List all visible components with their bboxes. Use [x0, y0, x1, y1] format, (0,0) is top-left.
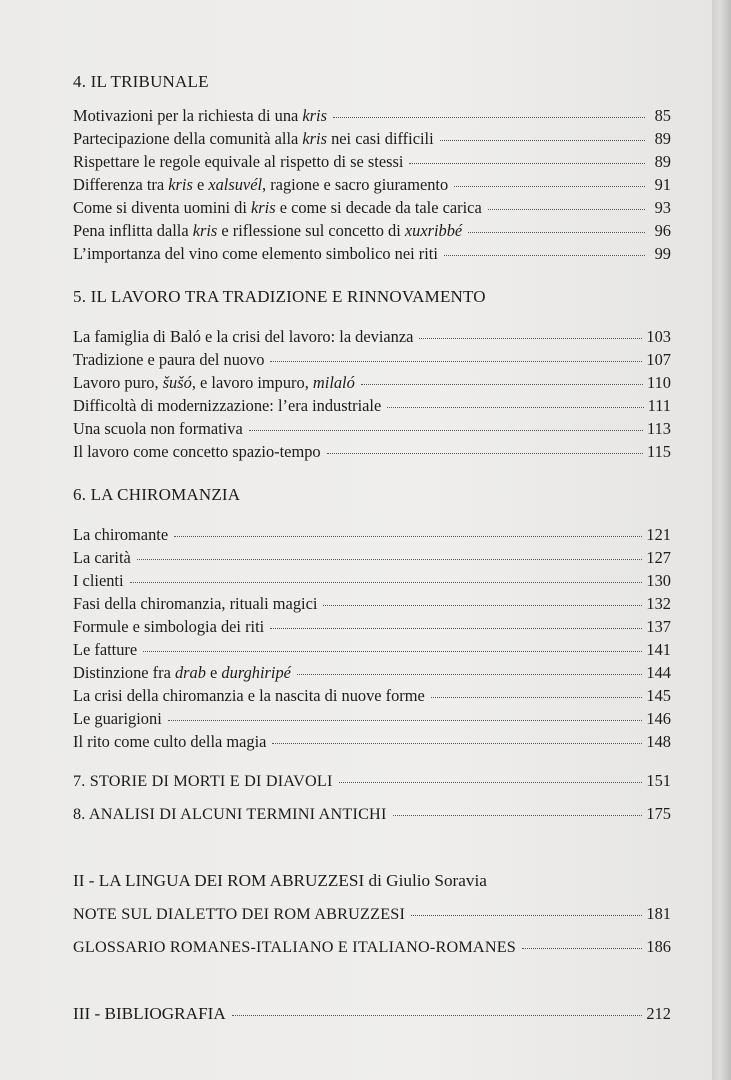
leader-dots — [440, 139, 645, 141]
entry-title: Lavoro puro, šušó, e lavoro impuro, milaló — [73, 373, 355, 392]
toc-entry — [73, 684, 671, 707]
section-entries — [73, 325, 671, 463]
entry-title: Rispettare le regole equivale al rispetto di se stessi — [73, 152, 404, 171]
page-number: 85 — [654, 106, 671, 125]
part-title-caps: II - LA LINGUA DEI ROM ABRUZZESI — [73, 871, 365, 890]
entry-title: Fasi della chiromanzia, rituali magici — [73, 594, 318, 613]
page-number: 175 — [646, 804, 671, 823]
page-number: 127 — [646, 548, 671, 567]
entry-title: I clienti — [73, 571, 124, 590]
page-number: 212 — [646, 1004, 671, 1023]
leader-dots — [270, 627, 642, 629]
page-number: 145 — [646, 686, 671, 705]
leader-dots — [137, 558, 643, 560]
toc-entry — [73, 417, 671, 440]
entry-title: Difficoltà di modernizzazione: l’era industriale — [73, 396, 382, 415]
leader-dots — [168, 719, 643, 721]
toc-entry — [73, 104, 671, 127]
entry-title: 7. STORIE DI MORTI E DI DIAVOLI — [73, 772, 333, 790]
toc-entry — [73, 150, 671, 173]
page-number: 151 — [646, 771, 671, 790]
leader-dots — [323, 604, 642, 606]
page-number: 103 — [646, 327, 671, 346]
entry-title: Le fatture — [73, 640, 138, 659]
section-title: 6. LA CHIROMANZIA — [73, 485, 241, 504]
entry-title: Formule e simbologia dei riti — [73, 617, 265, 636]
leader-dots — [143, 650, 642, 652]
leader-dots — [431, 696, 643, 698]
entry-title: Tradizione e paura del nuovo — [73, 350, 265, 369]
leader-dots — [333, 116, 645, 118]
leader-dots — [327, 452, 643, 454]
page-number: 93 — [654, 198, 671, 217]
entry-title: Distinzione fra drab e durghiripé — [73, 663, 291, 682]
entry-title: Differenza tra kris e xalsuvél, ragione e sacro giuramento — [73, 175, 449, 194]
page-number: 111 — [647, 396, 671, 415]
leader-dots — [419, 337, 642, 339]
page-number: 115 — [647, 442, 671, 461]
table-of-contents — [73, 70, 671, 1025]
entry-title: III - BIBLIOGRAFIA — [73, 1004, 226, 1023]
leader-dots — [468, 231, 645, 233]
entry-title: Come si diventa uomini di kris e come si decade da tale carica — [73, 198, 482, 217]
page-edge — [712, 0, 731, 1080]
page-number: 181 — [646, 904, 671, 923]
leader-dots — [232, 1014, 643, 1016]
entry-title: La carità — [73, 548, 131, 567]
page-number: 91 — [654, 175, 671, 194]
page-number: 113 — [647, 419, 671, 438]
toc-entry — [73, 348, 671, 371]
entry-title: Una scuola non formativa — [73, 419, 243, 438]
page-number: 144 — [646, 663, 671, 682]
toc-entry — [73, 707, 671, 730]
entry-title: La chiromante — [73, 525, 169, 544]
leader-dots — [393, 814, 643, 816]
leader-dots — [270, 360, 642, 362]
toc-entry — [73, 615, 671, 638]
leader-dots — [444, 254, 645, 256]
page-number: 89 — [654, 129, 671, 148]
page-number: 132 — [646, 594, 671, 613]
toc-entry — [73, 546, 671, 569]
toc-entry — [73, 523, 671, 546]
toc-entry — [73, 127, 671, 150]
toc-entry — [73, 325, 671, 348]
section-title: 5. IL LAVORO TRA TRADIZIONE E RINNOVAMENTO — [73, 287, 486, 306]
page-number: 96 — [654, 221, 671, 240]
chapter-entry — [73, 1002, 671, 1025]
section-entries — [73, 104, 671, 265]
chapter-entry — [73, 802, 671, 825]
chapter-entry — [73, 935, 671, 958]
part-author: di Giulio Soravia — [364, 871, 487, 890]
page-number: 110 — [647, 373, 671, 392]
toc-entry — [73, 661, 671, 684]
page-number: 137 — [646, 617, 671, 636]
leader-dots — [522, 947, 642, 949]
section-title: 4. IL TRIBUNALE — [73, 72, 209, 91]
leader-dots — [249, 429, 643, 431]
entry-title: La famiglia di Baló e la crisi del lavoro: la devianza — [73, 327, 414, 346]
toc-entry — [73, 173, 671, 196]
leader-dots — [411, 914, 642, 916]
chapter-entry — [73, 902, 671, 925]
entry-title: Partecipazione della comunità alla kris nei casi difficili — [73, 129, 434, 148]
toc-entry — [73, 242, 671, 265]
entry-title: Motivazioni per la richiesta di una kris — [73, 106, 327, 125]
page-number: 99 — [654, 244, 671, 263]
toc-entry — [73, 638, 671, 661]
entry-title: Le guarigioni — [73, 709, 162, 728]
page-number: 121 — [646, 525, 671, 544]
leader-dots — [130, 581, 643, 583]
page-number: 89 — [654, 152, 671, 171]
toc-entry — [73, 440, 671, 463]
entry-title: L’importanza del vino come elemento simbolico nei riti — [73, 244, 438, 263]
chapter-entry — [73, 769, 671, 792]
entry-title: La crisi della chiromanzia e la nascita di nuove forme — [73, 686, 425, 705]
page-number: 146 — [646, 709, 671, 728]
toc-entry — [73, 592, 671, 615]
page-number: 107 — [646, 350, 671, 369]
leader-dots — [409, 162, 645, 164]
leader-dots — [387, 406, 643, 408]
leader-dots — [454, 185, 645, 187]
toc-entry — [73, 730, 671, 753]
entry-title: Il lavoro come concetto spazio-tempo — [73, 442, 321, 461]
page-number: 186 — [646, 937, 671, 956]
page-number: 141 — [646, 640, 671, 659]
leader-dots — [488, 208, 645, 210]
part-title — [73, 869, 671, 892]
page-number: 130 — [646, 571, 671, 590]
section-entries — [73, 523, 671, 753]
leader-dots — [272, 742, 642, 744]
leader-dots — [297, 673, 642, 675]
entry-title: GLOSSARIO ROMANES-ITALIANO E ITALIANO-ROMANES — [73, 938, 516, 956]
leader-dots — [174, 535, 642, 537]
toc-entry — [73, 196, 671, 219]
entry-title: Pena inflitta dalla kris e riflessione sul concetto di xuxribbé — [73, 221, 463, 240]
page-number: 148 — [646, 732, 671, 751]
leader-dots — [361, 383, 643, 385]
toc-entry — [73, 371, 671, 394]
entry-title: NOTE SUL DIALETTO DEI ROM ABRUZZESI — [73, 905, 406, 923]
entry-title: 8. ANALISI DI ALCUNI TERMINI ANTICHI — [73, 805, 387, 823]
leader-dots — [339, 781, 643, 783]
toc-entry — [73, 219, 671, 242]
toc-entry — [73, 569, 671, 592]
toc-entry — [73, 394, 671, 417]
entry-title: Il rito come culto della magia — [73, 732, 267, 751]
